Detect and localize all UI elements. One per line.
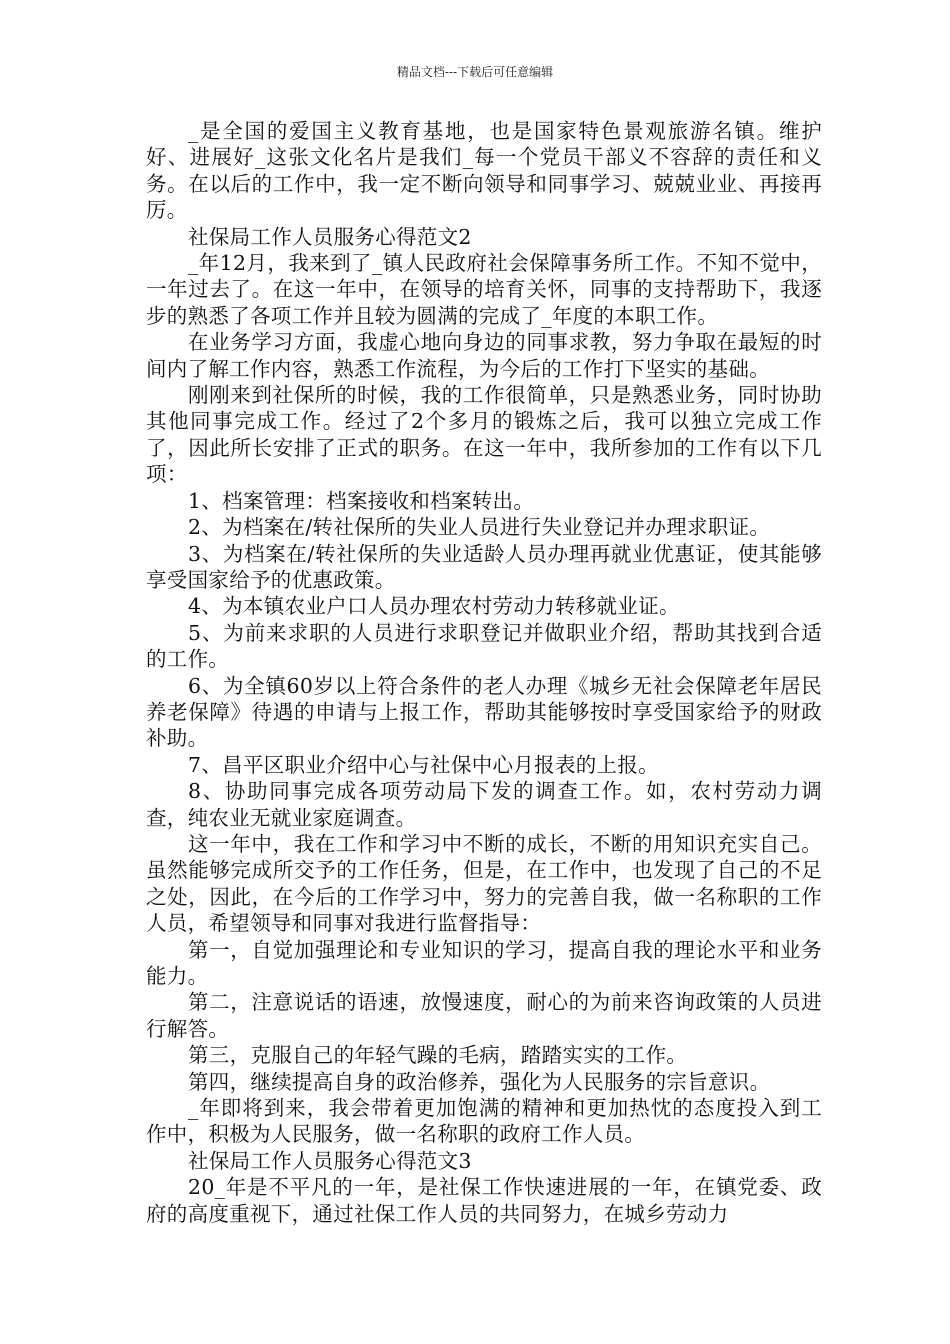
list-item: 第三，克服自己的年轻气躁的毛病，踏踏实实的工作。 [188, 1043, 688, 1068]
paragraph: _年即将到来，我会带着更加饱满的精神和更加热忱的态度投入到工作中，积极为人民服务，做一名称职的政府工作人员。 [146, 1096, 822, 1147]
list-item: 第四，继续提高自身的政治修养，强化为人民服务的宗旨意识。 [188, 1069, 771, 1094]
list-item: 3、为档案在/转社保所的失业适龄人员办理再就业优惠证，使其能够享受国家给予的优惠政策。 [146, 541, 822, 592]
list-item: 8、协助同事完成各项劳动局下发的调查工作。如，农村劳动力调查，纯农业无就业家庭调查。 [146, 779, 822, 830]
paragraph: _是全国的爱国主义教育基地，也是国家特色景观旅游名镇。维护好、进展好_这张文化名片是我们_每一个党员干部义不容辞的责任和义务。在以后的工作中，我一定不断向领导和同事学习、兢兢业业、再接再厉。 [146, 119, 822, 223]
list-item: 4、为本镇农业户口人员办理农村劳动力转移就业证。 [188, 594, 680, 619]
page-header: 精品文档---下载后可任意编辑 [396, 65, 554, 79]
paragraph: 刚刚来到社保所的时候，我的工作很简单，只是熟悉业务，同时协助其他同事完成工作。经过了2个多月的锻炼之后，我可以独立完成工作了，因此所长安排了正式的职务。在这一年中，我所参加的工作有以下几项： [146, 383, 822, 487]
document-body [146, 118, 822, 1227]
list-item: 6、为全镇60岁以上符合条件的老人办理《城乡无社会保障老年居民养老保障》待遇的申请与上报工作，帮助其能够按时享受国家给予的财政补助。 [146, 673, 822, 751]
section-heading: 社保局工作人员服务心得范文3 [188, 1148, 472, 1173]
list-item: 1、档案管理：档案接收和档案转出。 [188, 488, 535, 513]
list-item: 5、为前来求职的人员进行求职登记并做职业介绍，帮助其找到合适的工作。 [146, 620, 822, 672]
paragraph: _年12月，我来到了_镇人民政府社会保障事务所工作。不知不觉中，一年过去了。在这一年中，在领导的培育关怀，同事的支持帮助下，我逐步的熟悉了各项工作并且较为圆满的完成了_年度的本职工作。 [146, 251, 822, 328]
list-item: 7、昌平区职业介绍中心与社保中心月报表的上报。 [188, 752, 659, 777]
paragraph: 这一年中，我在工作和学习中不断的成长，不断的用知识充实自己。虽然能够完成所交予的工作任务，但是，在工作中，也发现了自己的不足之处，因此，在今后的工作学习中，努力的完善自我，做一名称职的工作人员，希望领导和同事对我进行监督指导： [146, 831, 822, 936]
section-heading: 社保局工作人员服务心得范文2 [188, 224, 472, 249]
paragraph: 在业务学习方面，我虚心地向身边的同事求教，努力争取在最短的时间内了解工作内容，熟悉工作流程，为今后的工作打下坚实的基础。 [146, 330, 822, 381]
list-item: 2、为档案在/转社保所的失业人员进行失业登记并办理求职证。 [188, 515, 771, 540]
list-item: 第二，注意说话的语速，放慢速度，耐心的为前来咨询政策的人员进行解答。 [146, 990, 822, 1041]
paragraph: 20_年是不平凡的一年，是社保工作快速进展的一年，在镇党委、政府的高度重视下，通过社保工作人员的共同努力，在城乡劳动力 [146, 1175, 822, 1226]
list-item: 第一，自觉加强理论和专业知识的学习，提高自我的理论水平和业务能力。 [146, 937, 822, 988]
